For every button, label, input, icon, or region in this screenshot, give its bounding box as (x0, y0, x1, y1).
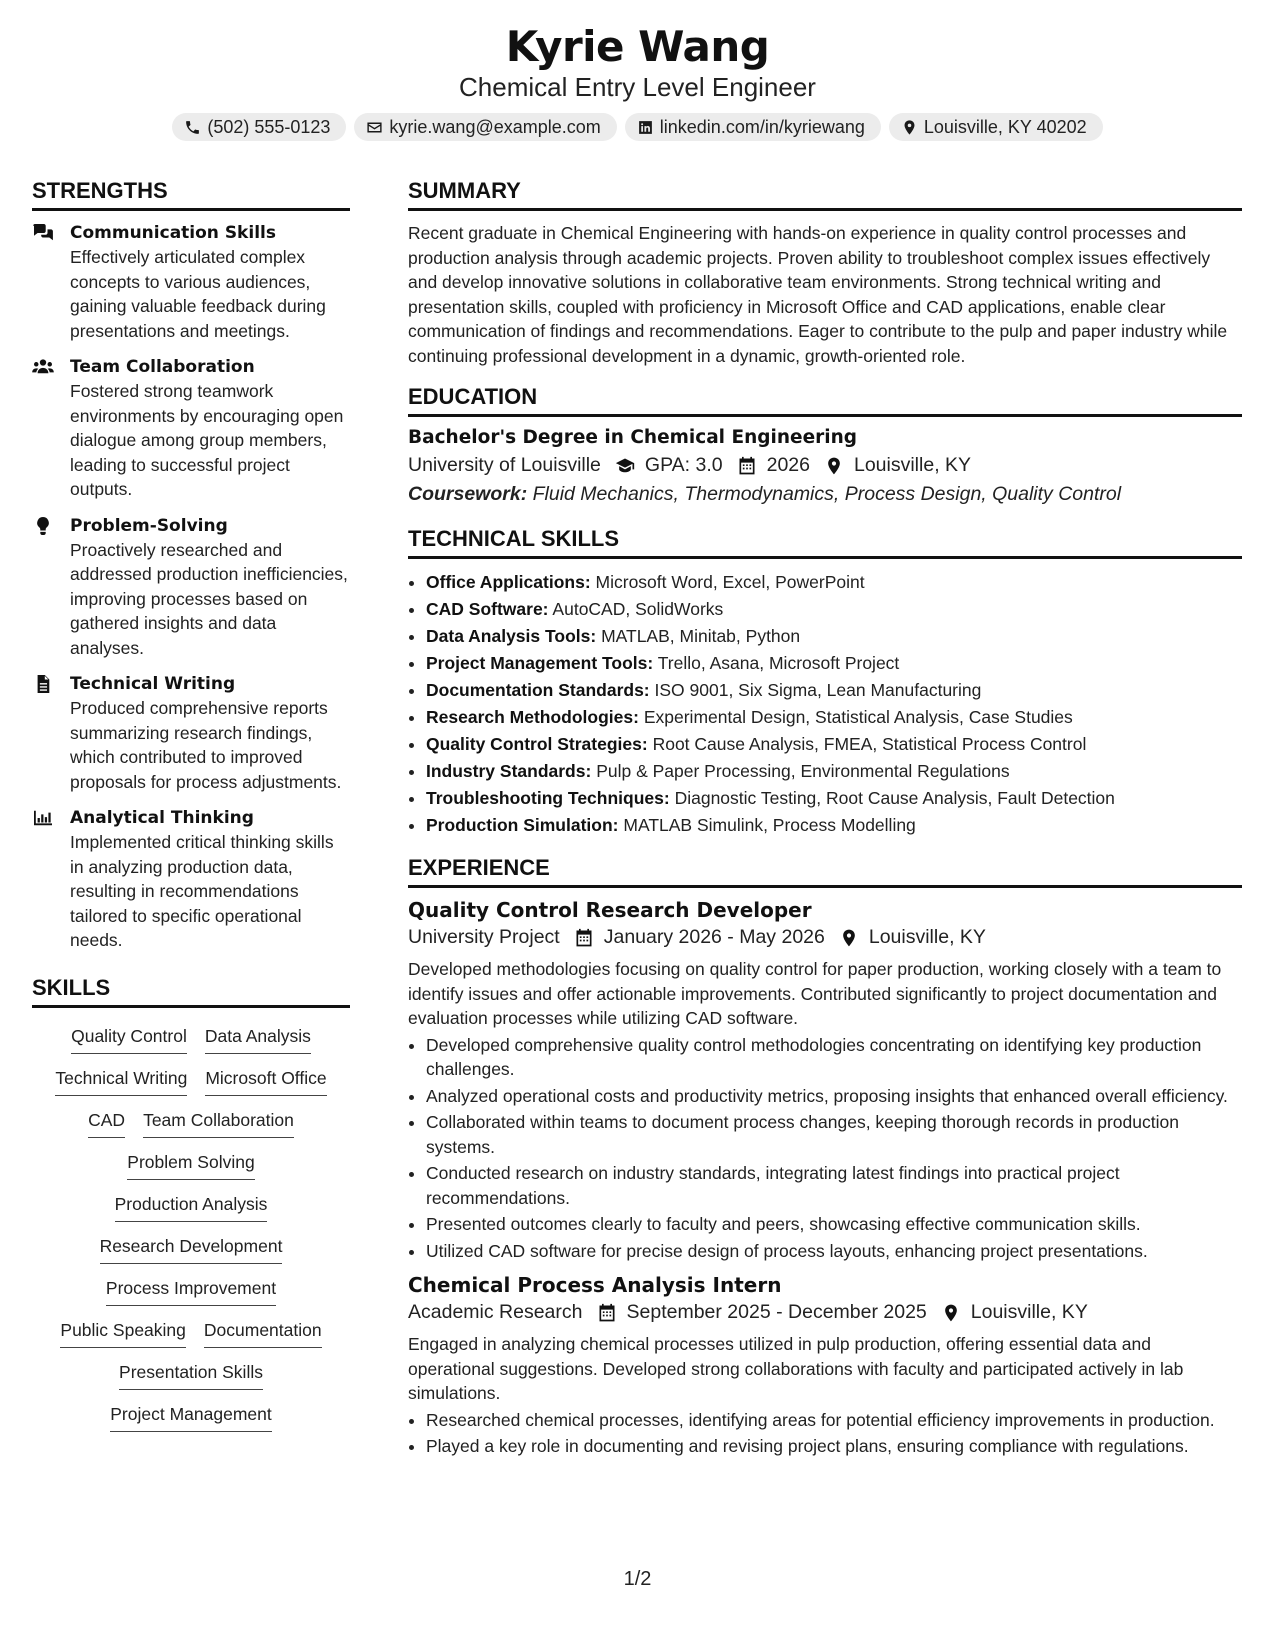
summary-heading: SUMMARY (408, 178, 1242, 211)
strength-title: Analytical Thinking (70, 808, 254, 828)
skill-tag: Microsoft Office (205, 1066, 326, 1096)
map-pin-icon (901, 119, 918, 136)
job-bullets (408, 1033, 1242, 1264)
skills-row (40, 1108, 342, 1138)
page-number: 1/2 (623, 1568, 652, 1590)
skill-tag: CAD (88, 1108, 125, 1138)
skills-row (40, 1192, 342, 1222)
contact-text: Louisville, KY 40202 (923, 117, 1087, 137)
school-name: University of Louisville (408, 454, 601, 476)
gpa-value: GPA: 3.0 (644, 454, 723, 476)
strength-item (32, 355, 350, 502)
strength-item (32, 514, 350, 661)
skills-row (40, 1024, 342, 1054)
job-dates: September 2025 - December 2025 (626, 1301, 927, 1323)
candidate-name: Kyrie Wang (505, 22, 770, 71)
map-pin-icon (927, 1303, 971, 1323)
map-pin-icon (825, 928, 869, 948)
coursework (408, 483, 1242, 506)
skills-row (40, 1066, 342, 1096)
skills-row (40, 1318, 342, 1348)
skills-heading: SKILLS (32, 975, 350, 1008)
contact-location (889, 113, 1103, 141)
skills-tags (32, 1018, 350, 1432)
list-item: • Office Applications: Microsoft Word, Excel, PowerPoint (426, 569, 1242, 596)
strength-item (32, 672, 350, 794)
lightbulb-icon (32, 517, 54, 535)
strength-description: Proactively researched and addressed production inefficiencies, improving processes based on gathered insights and data analyses. (70, 539, 348, 658)
calendar-icon (723, 456, 767, 476)
education-heading: EDUCATION (408, 384, 1242, 417)
list-item: • Data Analysis Tools: MATLAB, Minitab, Python (426, 623, 1242, 650)
technical-skills-heading: TECHNICAL SKILLS (408, 526, 1242, 559)
skill-tag: Team Collaboration (143, 1108, 294, 1138)
job-location: Louisville, KY (868, 926, 986, 948)
calendar-icon (560, 928, 604, 948)
skill-tag: Documentation (204, 1318, 322, 1348)
contact-linkedin[interactable] (625, 113, 881, 141)
list-item: • Played a key role in documenting and revising project plans, ensuring compliance with regulations. (426, 1434, 1242, 1459)
strength-item (32, 221, 350, 343)
job-bullets (408, 1408, 1242, 1459)
list-item: • Researched chemical processes, identifying areas for potential efficiency improvements in production. (426, 1408, 1242, 1433)
skill-tag: Problem Solving (127, 1150, 254, 1180)
phone-icon (184, 119, 201, 136)
summary-text: Recent graduate in Chemical Engineering with hands-on experience in quality control processes and production analysis through academic projects. Proven ability to troubleshoot complex issues effectively and develop innovative solutions in collaborative team environments. Strong technical writing and presentation skills, coupled with proficiency in Microsoft Office and CAD applications, enable clear communication of findings and recommendations. Eager to contribute to the pulp and paper industry while continuing professional development in a dynamic, growth-oriented role. (408, 223, 1228, 366)
strength-title: Team Collaboration (70, 357, 255, 377)
job-org: University Project (408, 926, 560, 948)
strength-item (32, 806, 350, 953)
graduation-year: 2026 (766, 454, 810, 476)
linkedin-icon (637, 119, 654, 136)
skill-tag: Process Improvement (106, 1276, 276, 1306)
experience-heading: EXPERIENCE (408, 855, 1242, 888)
list-item: • Research Methodologies: Experimental Design, Statistical Analysis, Case Studies (426, 704, 1242, 731)
skills-row (40, 1276, 342, 1306)
strength-description: Fostered strong teamwork environments by encouraging open dialogue among group members, leading to successful project outputs. (70, 381, 344, 499)
graduation-cap-icon (601, 456, 645, 476)
skill-tag: Public Speaking (60, 1318, 186, 1348)
technical-skills-list (408, 569, 1242, 839)
strength-description: Produced comprehensive reports summarizing research findings, which contributed to improved proposals for process adjustments. (70, 698, 342, 792)
list-item: • Utilized CAD software for precise design of process layouts, enhancing project presentations. (426, 1239, 1242, 1264)
strengths-heading: STRENGTHS (32, 178, 350, 211)
degree-title: Bachelor's Degree in Chemical Engineering (408, 427, 857, 448)
list-item: • Production Simulation: MATLAB Simulink, Process Modelling (426, 812, 1242, 839)
list-item: • Collaborated within teams to document process changes, keeping thorough records in production systems. (426, 1110, 1242, 1159)
document-icon (32, 675, 54, 693)
contact-phone[interactable] (172, 113, 346, 141)
skills-row (40, 1360, 342, 1390)
contact-text: (502) 555-0123 (207, 117, 331, 137)
skill-tag: Technical Writing (55, 1066, 187, 1096)
coursework-list: Fluid Mechanics, Thermodynamics, Process Design, Quality Control (532, 483, 1122, 505)
map-pin-icon (810, 456, 854, 476)
calendar-icon (583, 1303, 627, 1323)
job-dates: January 2026 - May 2026 (603, 926, 825, 948)
list-item: • Conducted research on industry standards, integrating latest findings into practical project recommendations. (426, 1161, 1242, 1210)
job-title: Chemical Process Analysis Intern (408, 1273, 782, 1297)
chat-bubbles-icon (32, 224, 54, 242)
list-item: • Developed comprehensive quality control methodologies concentrating on identifying key production challenges. (426, 1033, 1242, 1082)
job-title: Quality Control Research Developer (408, 898, 812, 922)
list-item: • Analyzed operational costs and productivity metrics, proposing insights that enhanced overall efficiency. (426, 1084, 1242, 1109)
coursework-label: Coursework: (408, 483, 528, 505)
job-location: Louisville, KY (970, 1301, 1088, 1323)
left-column (32, 178, 350, 1432)
candidate-role: Chemical Entry Level Engineer (459, 72, 816, 102)
strength-title: Problem-Solving (70, 515, 228, 536)
list-item: • Documentation Standards: ISO 9001, Six Sigma, Lean Manufacturing (426, 677, 1242, 704)
users-icon (32, 358, 54, 376)
contact-bar (0, 113, 1275, 141)
school-location: Louisville, KY (853, 454, 972, 476)
job-summary: Developed methodologies focusing on quality control for paper production, working closely with a team to identify issues and offer actionable improvements. Contributed significantly to project documentation and evaluation processes while utilizing CAD software. (408, 959, 1222, 1028)
strength-title: Technical Writing (70, 674, 236, 694)
skills-row (40, 1234, 342, 1264)
list-item: • CAD Software: AutoCAD, SolidWorks (426, 596, 1242, 623)
job-org: Academic Research (408, 1301, 583, 1323)
skill-tag: Presentation Skills (119, 1360, 263, 1390)
job-entry (408, 1273, 1242, 1459)
skill-tag: Production Analysis (115, 1192, 268, 1222)
strength-title: Communication Skills (70, 223, 276, 243)
job-summary: Engaged in analyzing chemical processes utilized in pulp production, offering essential data and operational suggestions. Developed strong collaborations with faculty and participated actively in lab simulations. (408, 1334, 1184, 1403)
skills-row (40, 1150, 342, 1180)
list-item: • Industry Standards: Pulp & Paper Processing, Environmental Regulations (426, 758, 1242, 785)
contact-text: linkedin.com/in/kyriewang (659, 117, 865, 137)
contact-email[interactable] (354, 113, 616, 141)
contact-text: kyrie.wang@example.com (389, 117, 601, 137)
strength-description: Implemented critical thinking skills in analyzing production data, resulting in recommendations tailored to specific operational needs. (70, 832, 334, 950)
list-item: • Quality Control Strategies: Root Cause Analysis, FMEA, Statistical Process Control (426, 731, 1242, 758)
list-item: • Troubleshooting Techniques: Diagnostic Testing, Root Cause Analysis, Fault Detection (426, 785, 1242, 812)
skill-tag: Project Management (110, 1402, 271, 1432)
skill-tag: Data Analysis (205, 1024, 311, 1054)
education-meta (408, 454, 1242, 477)
skill-tag: Quality Control (71, 1024, 187, 1054)
skills-row (40, 1402, 342, 1432)
right-column (408, 178, 1242, 1461)
list-item: • Project Management Tools: Trello, Asana, Microsoft Project (426, 650, 1242, 677)
job-meta (408, 926, 1242, 949)
bar-chart-icon (32, 809, 54, 827)
envelope-icon (366, 119, 383, 136)
job-meta (408, 1301, 1242, 1324)
list-item: • Presented outcomes clearly to faculty and peers, showcasing effective communication skills. (426, 1212, 1242, 1237)
strength-description: Effectively articulated complex concepts to various audiences, gaining valuable feedback during presentations and meetings. (70, 247, 326, 341)
skill-tag: Research Development (100, 1234, 283, 1264)
job-entry (408, 898, 1242, 1263)
